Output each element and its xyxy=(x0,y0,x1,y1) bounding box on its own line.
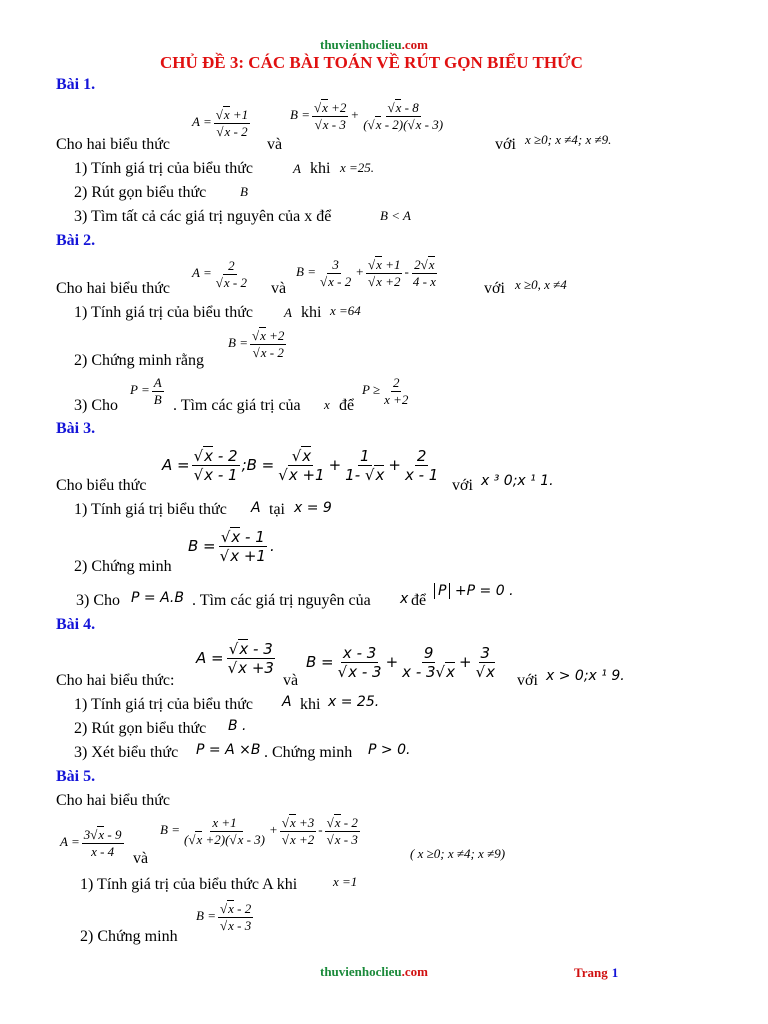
bai2-q3-formula: P = $\frac{A}{B}$ xyxy=(130,375,162,407)
bai3-q3a: 3) Cho xyxy=(76,592,120,609)
bai5-va: và xyxy=(133,850,149,867)
bai5-heading: Bài 5. xyxy=(56,768,96,785)
site-header xyxy=(320,37,428,53)
bai1-q1: 1) Tính giá trị của biểu thức xyxy=(74,160,253,177)
bai1-voi: với xyxy=(495,136,516,153)
bai5-q1-value: x =1 xyxy=(333,874,358,889)
math-a: A xyxy=(284,305,292,320)
bai3-voi: với xyxy=(452,477,473,494)
site-name: thuvienhoclieu xyxy=(320,37,402,52)
bai4-q1-khi: khi xyxy=(300,696,321,713)
bai5-condition: ( x ≥0; x ≠4; x ≠9) xyxy=(410,846,506,861)
bai2-condition: x ≥0, x ≠4 xyxy=(515,277,567,292)
page-title: CHỦ ĐỀ 3: CÁC BÀI TOÁN VỀ RÚT GỌN BIỂU THỨC xyxy=(160,53,583,72)
bai4-heading: Bài 4. xyxy=(56,616,96,633)
bai1-intro: Cho hai biểu thức xyxy=(56,136,170,153)
bai1-condition: x ≥0; x ≠4; x ≠9. xyxy=(525,132,612,147)
bai2-voi: với xyxy=(484,280,505,297)
page-label: Trang xyxy=(574,965,608,980)
bai4-q3a: 3) Xét biểu thức xyxy=(74,744,179,761)
bai2-q1: 1) Tính giá trị của biểu thức xyxy=(74,304,253,321)
bai4-voi: với xyxy=(517,672,538,689)
bai2-q3-ineq: P ≥ $\frac{2}{x +2}$ xyxy=(362,375,409,407)
bai3-q3c: để xyxy=(411,592,427,609)
bai2-va: và xyxy=(271,280,287,297)
bai3-q3b: . Tìm các giá trị nguyên của xyxy=(192,592,371,609)
bai3-q3-formula: P = A.B xyxy=(131,590,184,606)
bai1-q1-khi: khi xyxy=(310,160,331,177)
page-number-value: 1 xyxy=(611,965,619,980)
bai3-q1-value: x = 9 xyxy=(294,500,332,516)
bai1-formula-a: A = $\frac{√x +1}{√x - 2}$ xyxy=(192,107,249,139)
bai4-q2: 2) Rút gọn biểu thức xyxy=(74,720,207,737)
bai2-heading: Bài 2. xyxy=(56,232,96,249)
bai2-formula-b: B = $\frac{3}{√x - 2}$ + $\frac{√x +1}{√x +2}$ - $\frac{2√x}{4 - x}$ xyxy=(296,257,436,289)
bai1-q1-value: x =25. xyxy=(340,160,375,175)
bai2-q2: 2) Chứng minh rằng xyxy=(74,352,204,369)
footer-site-name: thuvienhoclieu xyxy=(320,964,402,979)
math-a: A xyxy=(293,161,301,176)
bai2-q3a: 3) Cho xyxy=(74,397,118,414)
bai5-formula-b: B = $\frac{x +1}{(√x +2)(√x - 3)}$ + $\frac{√x +3}{√x +2}$ - $\frac{√x - 2}{√x - 3}$ xyxy=(160,815,358,847)
bai4-formula-a: A = $\frac{√x - 3}{√x +3}$ xyxy=(196,640,274,677)
bai3-q1: 1) Tính giá trị biểu thức xyxy=(74,501,227,518)
bai4-q2-var: B . xyxy=(228,718,247,734)
bai1-q3-ineq: B < A xyxy=(380,208,411,223)
bai4-formula-b: B = $\frac{x - 3}{√x - 3}$ + $\frac{9}{x - 3√x}$ + $\frac{3}{√x}$ xyxy=(306,644,496,681)
bai3-q3-eq: P +P = 0 . xyxy=(434,583,514,599)
bai3-formula: A = $\frac{√x - 2}{√x - 1}$ ;B = $\frac{√x}{√x +1}$ + $\frac{1}{1- √x}$ + $\frac{2}{x - 1}$ xyxy=(162,447,439,484)
math-a: A xyxy=(282,694,292,710)
site-domain: .com xyxy=(401,37,428,52)
bai2-q2-formula: B = $\frac{√x +2}{√x - 2}$ xyxy=(228,328,285,360)
bai3-q1-tai: tại xyxy=(269,501,285,518)
bai4-q1-value: x = 25. xyxy=(328,694,380,710)
bai5-q1: 1) Tính giá trị của biểu thức A khi xyxy=(80,876,298,893)
bai4-intro: Cho hai biểu thức: xyxy=(56,672,175,689)
bai2-formula-a: A = $\frac{2}{√x - 2}$ xyxy=(192,258,247,290)
bai2-q3c: để xyxy=(339,397,355,414)
math-x: x xyxy=(400,591,409,607)
bai1-q3: 3) Tìm tất cả các giá trị nguyên của x để xyxy=(74,208,332,225)
bai5-q2: 2) Chứng minh xyxy=(80,928,178,945)
bai4-va: và xyxy=(283,672,299,689)
site-footer xyxy=(320,964,428,980)
bai4-condition: x > 0;x ¹ 9. xyxy=(546,668,625,684)
bai3-condition: x ³ 0;x ¹ 1. xyxy=(481,473,554,489)
bai1-q2: 2) Rút gọn biểu thức xyxy=(74,184,207,201)
bai4-q3-ineq: P > 0. xyxy=(368,742,411,758)
bai2-q1-khi: khi xyxy=(301,304,322,321)
bai4-q1: 1) Tính giá trị của biểu thức xyxy=(74,696,253,713)
math-a: A xyxy=(251,500,261,516)
bai1-heading: Bài 1. xyxy=(56,76,96,93)
bai4-q3-formula: P = A ×B xyxy=(196,742,261,758)
bai5-q2-formula: B = $\frac{√x - 2}{√x - 3}$ xyxy=(196,901,252,933)
bai5-intro: Cho hai biểu thức xyxy=(56,792,170,809)
bai4-q3b: . Chứng minh xyxy=(264,744,353,761)
bai1-va: và xyxy=(267,136,283,153)
bai5-formula-a: A = $\frac{3√x - 9}{x - 4}$ xyxy=(60,827,122,859)
bai3-intro: Cho biểu thức xyxy=(56,477,147,494)
math-x: x xyxy=(324,397,330,412)
math-b: B xyxy=(240,184,248,199)
bai2-q3b: . Tìm các giá trị của xyxy=(173,397,301,414)
bai3-q2-formula: B = $\frac{√x - 1}{√x +1}$ . xyxy=(188,528,275,565)
bai2-q1-value: x =64 xyxy=(330,303,361,318)
bai1-formula-b: B = $\frac{√x +2}{√x - 3}$ + $\frac{√x - 8}{(√x - 2)(√x - 3)}$ xyxy=(290,100,444,132)
footer-site-domain: .com xyxy=(401,964,428,979)
bai3-q2: 2) Chứng minh xyxy=(74,558,172,575)
page-number xyxy=(574,964,618,982)
bai3-heading: Bài 3. xyxy=(56,420,96,437)
bai2-intro: Cho hai biểu thức xyxy=(56,280,170,297)
